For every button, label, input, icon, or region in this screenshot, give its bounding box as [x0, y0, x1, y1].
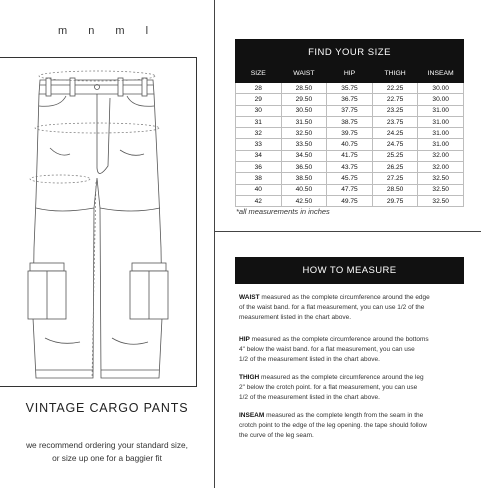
size-cell: 29.75	[372, 195, 418, 206]
size-row	[236, 83, 464, 94]
size-cell: 36.50	[281, 162, 327, 173]
size-cell: 30.00	[418, 94, 464, 105]
size-cell: 31.00	[418, 105, 464, 116]
measure-text: measured as the complete circumference around the edge	[259, 294, 430, 301]
size-cell: 40	[236, 184, 282, 195]
measure-text: measured as the complete length from the seam in the	[264, 412, 424, 419]
how-to-measure-title: HOW TO MEASURE	[235, 257, 464, 284]
size-cell: 32	[236, 128, 282, 139]
sizing-tip-line: we recommend ordering your standard size,	[26, 440, 188, 450]
size-cell: 40.75	[327, 139, 373, 150]
size-row	[236, 173, 464, 184]
size-row	[236, 94, 464, 105]
size-row	[236, 195, 464, 206]
size-cell: 30.50	[281, 105, 327, 116]
measure-text: measured as the complete circumference around the leg	[259, 374, 424, 381]
column-header: WAIST	[281, 65, 327, 83]
column-header: HIP	[327, 65, 373, 83]
size-cell: 39.75	[327, 128, 373, 139]
brand-logo: m n m l	[58, 25, 158, 37]
size-row	[236, 116, 464, 127]
horizontal-divider	[214, 231, 481, 232]
size-cell: 43.75	[327, 162, 373, 173]
column-header: SIZE	[236, 65, 282, 83]
size-cell: 28.50	[281, 83, 327, 94]
size-cell: 38	[236, 173, 282, 184]
size-cell: 34	[236, 150, 282, 161]
size-cell: 45.75	[327, 173, 373, 184]
size-cell: 42	[236, 195, 282, 206]
measure-term: WAIST	[239, 294, 260, 301]
size-cell: 33	[236, 139, 282, 150]
size-cell: 22.75	[372, 94, 418, 105]
size-cell: 41.75	[327, 150, 373, 161]
size-cell: 25.25	[372, 150, 418, 161]
size-cell: 32.50	[418, 195, 464, 206]
size-cell: 40.50	[281, 184, 327, 195]
size-row	[236, 150, 464, 161]
size-row	[236, 128, 464, 139]
measure-text: the curve of the leg seam.	[239, 432, 314, 440]
measure-thigh	[239, 373, 466, 404]
column-header: THIGH	[372, 65, 418, 83]
size-cell: 31.00	[418, 139, 464, 150]
size-cell: 37.75	[327, 105, 373, 116]
measure-text: measurement listed in the chart above.	[239, 314, 352, 322]
measure-text: 2" below the crotch point. for a flat measurement, you can use	[239, 384, 418, 392]
measure-text: 4" below the waist band. for a flat measurement, you can use	[239, 346, 415, 354]
size-cell: 38.75	[327, 116, 373, 127]
size-cell: 32.00	[418, 150, 464, 161]
size-cell: 28.50	[372, 184, 418, 195]
measure-text: of the waist band. for a flat measurement, you can use 1/2 of the	[239, 304, 425, 312]
vertical-divider	[214, 0, 215, 488]
size-cell: 29.50	[281, 94, 327, 105]
size-cell: 32.50	[418, 184, 464, 195]
size-cell: 49.75	[327, 195, 373, 206]
size-row	[236, 105, 464, 116]
size-cell: 35.75	[327, 83, 373, 94]
size-row	[236, 184, 464, 195]
measure-inseam	[239, 411, 466, 442]
size-cell: 33.50	[281, 139, 327, 150]
size-row	[236, 162, 464, 173]
size-cell: 31.50	[281, 116, 327, 127]
size-chart-header	[236, 65, 464, 83]
size-cell: 23.75	[372, 116, 418, 127]
measure-term: HIP	[239, 336, 250, 343]
size-cell: 29	[236, 94, 282, 105]
column-header: INSEAM	[418, 65, 464, 83]
measure-hip	[239, 335, 466, 366]
size-chart-table	[235, 39, 464, 207]
size-cell: 26.25	[372, 162, 418, 173]
size-cell: 34.50	[281, 150, 327, 161]
measure-text: 1/2 of the measurement listed in the chart above.	[239, 356, 380, 364]
size-cell: 24.75	[372, 139, 418, 150]
cargo-pants-drawing	[0, 58, 196, 387]
size-cell: 31	[236, 116, 282, 127]
size-cell: 42.50	[281, 195, 327, 206]
size-cell: 32.50	[418, 173, 464, 184]
product-title: VINTAGE CARGO PANTS	[25, 401, 189, 415]
size-cell: 27.25	[372, 173, 418, 184]
measure-text: crotch point to the edge of the leg opening. the tape should follow	[239, 422, 427, 430]
size-cell: 23.25	[372, 105, 418, 116]
size-cell: 31.00	[418, 128, 464, 139]
sizing-tip-line: or size up one for a baggier fit	[52, 453, 162, 463]
size-cell: 32.50	[281, 128, 327, 139]
measure-term: INSEAM	[239, 412, 265, 419]
size-cell: 31.00	[418, 116, 464, 127]
pants-illustration	[0, 57, 197, 387]
size-chart-title: FIND YOUR SIZE	[236, 40, 464, 65]
size-cell: 47.75	[327, 184, 373, 195]
size-chart-body	[236, 83, 464, 207]
size-cell: 30.00	[418, 83, 464, 94]
measure-term: THIGH	[239, 374, 260, 381]
measure-waist	[239, 293, 466, 324]
size-chart-footnote: *all measurements in inches	[236, 207, 330, 216]
size-row	[236, 139, 464, 150]
measure-text: 1/2 of the measurement listed in the chart above.	[239, 394, 380, 402]
size-cell: 38.50	[281, 173, 327, 184]
size-cell: 36.75	[327, 94, 373, 105]
size-cell: 22.25	[372, 83, 418, 94]
size-cell: 30	[236, 105, 282, 116]
size-cell: 36	[236, 162, 282, 173]
size-cell: 28	[236, 83, 282, 94]
size-cell: 24.25	[372, 128, 418, 139]
sizing-tip	[0, 439, 214, 465]
size-cell: 32.00	[418, 162, 464, 173]
measure-text: measured as the complete circumference around the bottoms	[249, 336, 429, 343]
